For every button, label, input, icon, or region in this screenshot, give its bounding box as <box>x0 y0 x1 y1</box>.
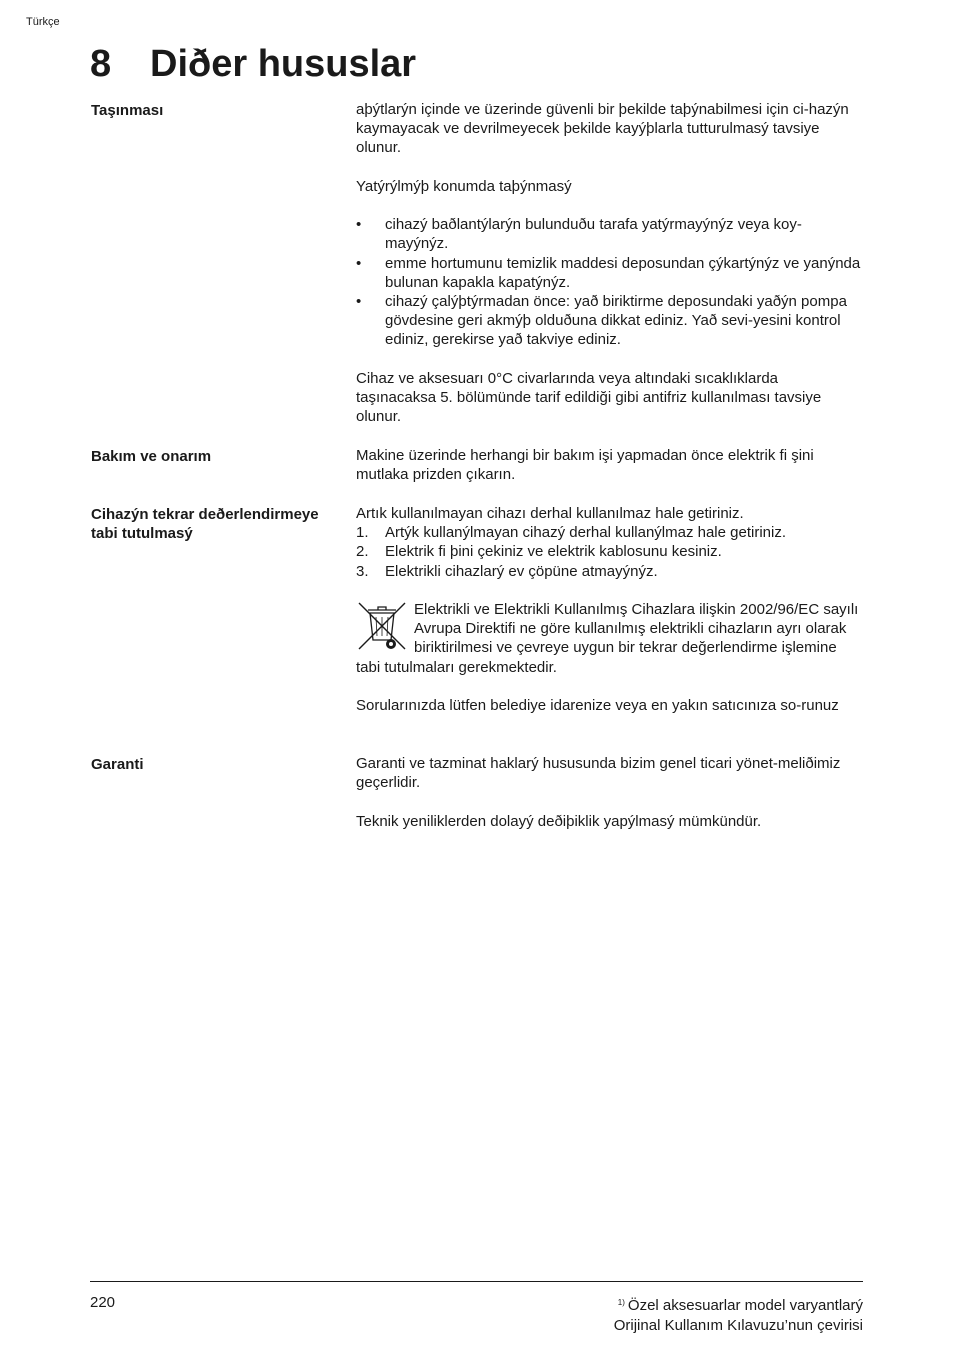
recycling-questions: Sorularınızda lütfen belediye idarenize veya en yakın satıcınıza so-runuz <box>356 697 839 714</box>
warranty-label: Garanti <box>91 756 144 773</box>
footnote-text: Özel aksesuarlar model varyantlarý <box>627 1297 863 1314</box>
page-number: 220 <box>90 1294 116 1311</box>
transport-bullet-list <box>356 215 862 349</box>
list-item <box>356 542 862 561</box>
list-item <box>356 254 862 292</box>
weee-text: Elektrikli ve Elektrikli Kullanılmış Cihazlara ilişkin 2002/96/EC sayılı Avrupa Direktifi ne göre kullanılmış elektrikli cihazların ayrı olarak biriktirilmesi ve çevreye uygun bir tekrar değerlendirme işlemine tabi tutulmaları gerekmektedir. <box>356 601 859 676</box>
crossed-out-wheelie-bin-icon <box>356 600 408 652</box>
step-text: Elektrikli cihazlarý ev çöpüne atmayýnýz. <box>385 562 658 580</box>
language-label: Türkçe <box>26 16 60 28</box>
warranty-content <box>356 754 862 831</box>
recycling-steps <box>356 523 862 581</box>
bullet-text: cihazý baðlantýlarýn bulunduðu tarafa yatýrmayýnýz veya koy-mayýnýz. <box>385 216 802 253</box>
step-text: Artýk kullanýlmayan cihazý derhal kullanýlmaz hale getiriniz. <box>385 524 787 542</box>
recycling-label: Cihazýn tekrar deðerlendirmeye tabi tutulmasý <box>91 506 319 542</box>
recycling-intro: Artık kullanılmayan cihazı derhal kullanılmaz hale getiriniz. <box>356 505 744 522</box>
transport-intro: aþýtlarýn içinde ve üzerinde güvenli bir þekilde taþýnabilmesi için ci-hazýn kaymayacak ve devrilmeyecek þekilde kayýþlarla tutturulmasý tavsiye olunur. <box>356 101 849 157</box>
footnote-marker: 1) <box>617 1298 625 1307</box>
step-number: 3. <box>356 562 369 580</box>
transport-frost-note: Cihaz ve aksesuarı 0°C civarlarında veya altındaki sıcaklıklarda taşınacaksa 5. bölümünde tarif edildiği gibi antifriz kullanılması tavsiye olunur. <box>356 369 822 426</box>
list-item <box>356 292 862 350</box>
bullet-text: cihazý çalýþtýrmadan önce: yað biriktirme deposundaki yaðýn pompa gövdesine geri akmýþ olduðuna dikkat ediniz. Yað sevi-yesini kontrol ediniz, gerekirse yað takviye ediniz. <box>385 293 847 349</box>
warranty-changes: Teknik yeniliklerden dolayý deðiþiklik yapýlmasý mümkündür. <box>356 812 762 830</box>
footer-subtitle: Orijinal Kullanım Kılavuzu’nun çevirisi <box>613 1316 863 1334</box>
transport-content <box>356 100 862 426</box>
bullet-marker: • <box>356 254 362 272</box>
step-text: Elektrik fi þini çekiniz ve elektrik kablosunu kesiniz. <box>385 543 722 561</box>
list-item <box>356 562 862 581</box>
step-number: 2. <box>356 543 369 561</box>
maintenance-content <box>356 446 862 484</box>
warranty-text: Garanti ve tazminat haklarý hususunda bizim genel ticari yönet-meliðimiz geçerlidir. <box>356 755 841 792</box>
maintenance-text: Makine üzerinde herhangi bir bakım işi yapmadan önce elektrik fi şini mutlaka prizden çıkarın. <box>356 447 814 484</box>
list-item <box>356 523 862 542</box>
step-number: 1. <box>356 524 369 542</box>
chapter-title <box>90 38 416 90</box>
bullet-marker: • <box>356 293 362 310</box>
bullet-text: emme hortumunu temizlik maddesi deposundan çýkartýnýz ve yanýnda bulunan kapakla kapatýnýz. <box>385 254 861 291</box>
footer-footnote <box>614 1293 863 1316</box>
chapter-number: 8 <box>90 43 112 85</box>
footer-info <box>614 1293 863 1335</box>
maintenance-label: Bakım ve onarım <box>91 448 212 465</box>
recycling-content <box>356 504 862 715</box>
transport-lying-heading: Yatýrýlmýþ konumda taþýnmasý <box>356 177 572 195</box>
weee-notice <box>356 600 862 677</box>
chapter-title-text: Diðer hususlar <box>150 43 417 85</box>
list-item <box>356 215 862 253</box>
transport-label: Taşınması <box>91 102 164 119</box>
bullet-marker: • <box>356 216 362 234</box>
footer-divider <box>90 1281 863 1282</box>
